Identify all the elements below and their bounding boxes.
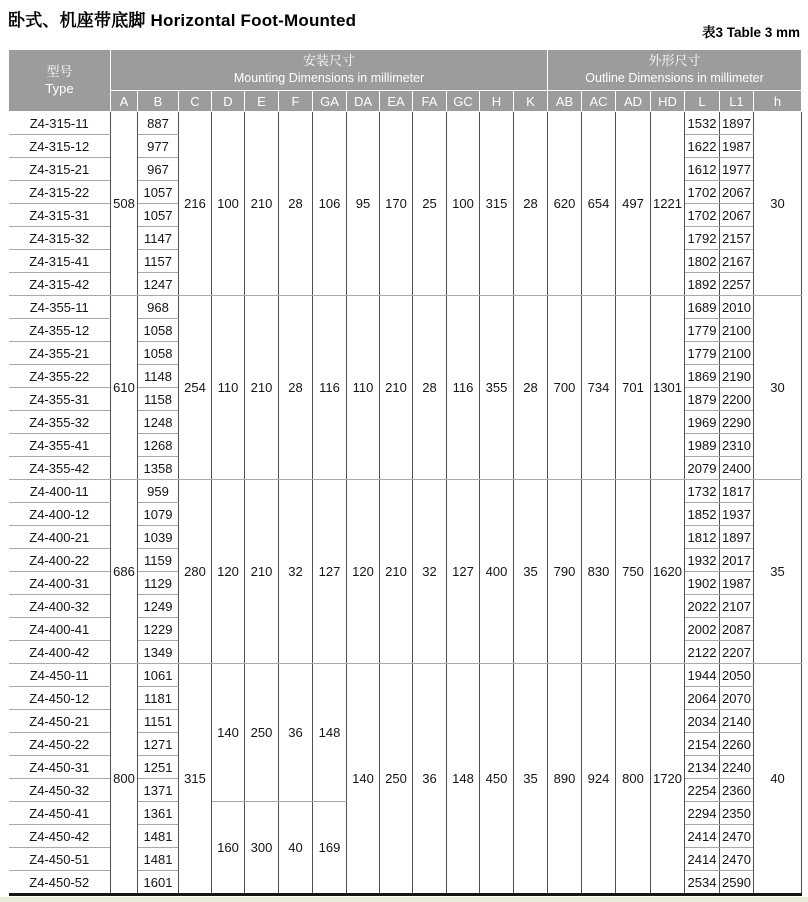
table-row [9,296,802,319]
type-cell: Z4-355-11 [9,296,111,319]
cell-l1: 2290 [720,411,754,434]
cell-l: 2134 [685,756,720,779]
cell-b: 1157 [138,250,179,273]
cell-ad: 750 [616,480,651,664]
cell-gc: 100 [447,112,480,296]
cell-l: 1869 [685,365,720,388]
cell-ad: 800 [616,664,651,895]
type-cell: Z4-355-21 [9,342,111,365]
page-title: 卧式、机座带底脚 Horizontal Foot-Mounted [8,11,357,30]
cell-c: 280 [179,480,212,664]
cell-l1: 2140 [720,710,754,733]
type-cell: Z4-315-12 [9,135,111,158]
cell-ab: 790 [548,480,582,664]
cell-c: 315 [179,664,212,895]
type-cell: Z4-315-11 [9,112,111,135]
column-header-gc: GC [447,91,480,112]
cell-ab: 890 [548,664,582,895]
cell-b: 967 [138,158,179,181]
cell-e: 210 [245,296,279,480]
cell-ad: 497 [616,112,651,296]
cell-l: 2414 [685,825,720,848]
cell-l1: 2350 [720,802,754,825]
cell-l: 1852 [685,503,720,526]
cell-c: 254 [179,296,212,480]
outline-header-en: Outline Dimensions in millimeter [585,71,764,85]
cell-f: 32 [279,480,313,664]
column-letter-row [9,91,802,112]
cell-h: 400 [480,480,514,664]
type-cell: Z4-355-31 [9,388,111,411]
cell-fa: 28 [413,296,447,480]
cell-k: 28 [514,112,548,296]
cell-l1: 2167 [720,250,754,273]
cell-l1: 2400 [720,457,754,480]
table-caption: 表3 Table 3 mm [701,25,800,40]
cell-l1: 2067 [720,181,754,204]
cell-b: 1148 [138,365,179,388]
cell-l1: 2017 [720,549,754,572]
cell-l: 1902 [685,572,720,595]
cell-l1: 1897 [720,112,754,135]
table-header [9,50,802,112]
cell-l: 2034 [685,710,720,733]
column-header-hd: HD [651,91,685,112]
type-cell: Z4-315-21 [9,158,111,181]
cell-l: 1622 [685,135,720,158]
cell-b: 1057 [138,204,179,227]
cell-f: 40 [279,802,313,895]
type-cell: Z4-450-42 [9,825,111,848]
column-header-h: H [480,91,514,112]
cell-b: 1481 [138,848,179,871]
cell-l: 1892 [685,273,720,296]
cell-l: 1932 [685,549,720,572]
column-header-a: A [111,91,138,112]
column-header-da: DA [347,91,380,112]
column-header-b: B [138,91,179,112]
type-cell: Z4-315-41 [9,250,111,273]
cell-a: 508 [111,112,138,296]
cell-l: 1702 [685,181,720,204]
table-row [9,480,802,503]
page-bottom-strip [0,897,808,902]
cell-b: 1251 [138,756,179,779]
cell-l1: 2050 [720,664,754,687]
cell-gc: 148 [447,664,480,895]
type-header-en: Type [45,80,74,96]
cell-l1: 2100 [720,342,754,365]
type-cell: Z4-355-42 [9,457,111,480]
cell-l: 1944 [685,664,720,687]
cell-l1: 2470 [720,848,754,871]
cell-b: 1158 [138,388,179,411]
cell-fa: 25 [413,112,447,296]
cell-d: 160 [212,802,245,895]
cell-ab: 700 [548,296,582,480]
cell-f: 36 [279,664,313,802]
table-row [9,112,802,135]
cell-f: 28 [279,112,313,296]
type-cell: Z4-400-21 [9,526,111,549]
outline-header-zh: 外形尺寸 [648,53,701,69]
column-header-ab: AB [548,91,582,112]
mounting-header-zh: 安装尺寸 [303,53,356,69]
cell-da: 140 [347,664,380,895]
type-cell: Z4-450-51 [9,848,111,871]
cell-l: 1879 [685,388,720,411]
cell-l1: 2257 [720,273,754,296]
cell-l: 1802 [685,250,720,273]
type-cell: Z4-450-12 [9,687,111,710]
column-header-c: C [179,91,212,112]
mounting-dimensions-header [111,50,548,91]
cell-ga: 116 [313,296,347,480]
column-header-ac: AC [582,91,616,112]
cell-b: 1147 [138,227,179,250]
cell-l1: 1897 [720,526,754,549]
cell-d: 140 [212,664,245,802]
type-header-zh: 型号 [46,63,73,79]
cell-f: 28 [279,296,313,480]
cell-l1: 1987 [720,135,754,158]
column-header-fa: FA [413,91,447,112]
cell-l: 2294 [685,802,720,825]
cell-k: 35 [514,664,548,895]
cell-ea: 210 [380,296,413,480]
cell-l: 1732 [685,480,720,503]
cell-l: 2154 [685,733,720,756]
column-header-l1: L1 [720,91,754,112]
column-header-f: F [279,91,313,112]
cell-l: 2002 [685,618,720,641]
cell-b: 1058 [138,342,179,365]
cell-gc: 127 [447,480,480,664]
cell-l1: 2200 [720,388,754,411]
cell-ac: 924 [582,664,616,895]
cell-l1: 2010 [720,296,754,319]
cell-l1: 2107 [720,595,754,618]
cell-l: 1702 [685,204,720,227]
cell-l: 2534 [685,871,720,895]
cell-c: 216 [179,112,212,296]
cell-ac: 734 [582,296,616,480]
cell-hd: 1221 [651,112,685,296]
cell-k: 28 [514,296,548,480]
cell-b: 1349 [138,641,179,664]
cell-ea: 170 [380,112,413,296]
cell-h: 30 [754,296,802,480]
type-cell: Z4-450-32 [9,779,111,802]
cell-da: 110 [347,296,380,480]
type-cell: Z4-355-41 [9,434,111,457]
cell-ad: 701 [616,296,651,480]
cell-l1: 2260 [720,733,754,756]
cell-ga: 148 [313,664,347,802]
cell-h: 40 [754,664,802,895]
column-header-d: D [212,91,245,112]
type-cell: Z4-400-32 [9,595,111,618]
table-body [9,112,802,895]
cell-l: 1969 [685,411,720,434]
column-header-ad: AD [616,91,651,112]
cell-a: 800 [111,664,138,895]
cell-h: 35 [754,480,802,664]
type-cell: Z4-400-12 [9,503,111,526]
cell-b: 968 [138,296,179,319]
cell-h: 30 [754,112,802,296]
type-cell: Z4-315-22 [9,181,111,204]
cell-ab: 620 [548,112,582,296]
cell-a: 686 [111,480,138,664]
cell-l1: 2070 [720,687,754,710]
cell-b: 1481 [138,825,179,848]
cell-b: 1249 [138,595,179,618]
cell-l1: 2190 [720,365,754,388]
cell-b: 1079 [138,503,179,526]
cell-h: 450 [480,664,514,895]
type-cell: Z4-355-12 [9,319,111,342]
type-cell: Z4-400-41 [9,618,111,641]
cell-l: 2254 [685,779,720,802]
column-header-e: E [245,91,279,112]
cell-ga: 169 [313,802,347,895]
type-cell: Z4-315-31 [9,204,111,227]
type-cell: Z4-355-22 [9,365,111,388]
cell-l: 2414 [685,848,720,871]
cell-gc: 116 [447,296,480,480]
cell-l: 2079 [685,457,720,480]
type-cell: Z4-450-31 [9,756,111,779]
cell-k: 35 [514,480,548,664]
type-cell: Z4-355-32 [9,411,111,434]
cell-l1: 2360 [720,779,754,802]
cell-ea: 210 [380,480,413,664]
cell-b: 1358 [138,457,179,480]
cell-b: 1039 [138,526,179,549]
cell-b: 1129 [138,572,179,595]
cell-b: 1268 [138,434,179,457]
cell-l: 1779 [685,342,720,365]
cell-b: 1248 [138,411,179,434]
cell-l1: 2157 [720,227,754,250]
type-cell: Z4-400-31 [9,572,111,595]
column-header-ea: EA [380,91,413,112]
cell-ea: 250 [380,664,413,895]
cell-l: 2064 [685,687,720,710]
cell-ga: 106 [313,112,347,296]
type-cell: Z4-315-32 [9,227,111,250]
cell-l: 1989 [685,434,720,457]
cell-d: 110 [212,296,245,480]
cell-l: 1779 [685,319,720,342]
type-cell: Z4-400-42 [9,641,111,664]
cell-h: 315 [480,112,514,296]
cell-a: 610 [111,296,138,480]
cell-b: 1061 [138,664,179,687]
cell-fa: 36 [413,664,447,895]
cell-l1: 2470 [720,825,754,848]
cell-l1: 1977 [720,158,754,181]
table-row [9,664,802,687]
cell-b: 977 [138,135,179,158]
type-column-header [9,50,111,112]
cell-l1: 2310 [720,434,754,457]
cell-b: 1229 [138,618,179,641]
cell-l1: 2240 [720,756,754,779]
cell-b: 1057 [138,181,179,204]
type-cell: Z4-450-41 [9,802,111,825]
cell-da: 120 [347,480,380,664]
cell-e: 210 [245,112,279,296]
cell-b: 1058 [138,319,179,342]
cell-l: 1812 [685,526,720,549]
cell-d: 100 [212,112,245,296]
cell-b: 1151 [138,710,179,733]
cell-l: 1612 [685,158,720,181]
cell-l: 2122 [685,641,720,664]
group-header-row [9,50,802,91]
cell-h: 355 [480,296,514,480]
cell-ac: 830 [582,480,616,664]
cell-fa: 32 [413,480,447,664]
cell-l1: 2087 [720,618,754,641]
cell-e: 250 [245,664,279,802]
type-cell: Z4-450-22 [9,733,111,756]
cell-b: 887 [138,112,179,135]
cell-ac: 654 [582,112,616,296]
column-header-ga: GA [313,91,347,112]
title-bar [0,0,808,49]
cell-b: 1601 [138,871,179,895]
cell-l1: 2100 [720,319,754,342]
cell-d: 120 [212,480,245,664]
cell-b: 1181 [138,687,179,710]
type-cell: Z4-450-52 [9,871,111,895]
outline-dimensions-header [548,50,802,91]
cell-l: 1792 [685,227,720,250]
cell-hd: 1720 [651,664,685,895]
cell-l1: 1937 [720,503,754,526]
cell-l1: 1987 [720,572,754,595]
cell-l: 1532 [685,112,720,135]
dimensions-table [8,49,802,896]
cell-l1: 2590 [720,871,754,895]
column-header-k: K [514,91,548,112]
mounting-header-en: Mounting Dimensions in millimeter [233,71,425,85]
cell-b: 1159 [138,549,179,572]
cell-da: 95 [347,112,380,296]
cell-e: 300 [245,802,279,895]
cell-e: 210 [245,480,279,664]
column-header-l: L [685,91,720,112]
cell-b: 1271 [138,733,179,756]
type-cell: Z4-450-21 [9,710,111,733]
cell-b: 1371 [138,779,179,802]
cell-l: 2022 [685,595,720,618]
cell-b: 1361 [138,802,179,825]
cell-b: 1247 [138,273,179,296]
cell-l1: 2067 [720,204,754,227]
cell-b: 959 [138,480,179,503]
cell-l1: 1817 [720,480,754,503]
column-header-h: h [754,91,802,112]
type-cell: Z4-400-22 [9,549,111,572]
cell-l: 1689 [685,296,720,319]
type-cell: Z4-450-11 [9,664,111,687]
type-cell: Z4-315-42 [9,273,111,296]
cell-hd: 1301 [651,296,685,480]
type-cell: Z4-400-11 [9,480,111,503]
cell-hd: 1620 [651,480,685,664]
cell-ga: 127 [313,480,347,664]
cell-l1: 2207 [720,641,754,664]
